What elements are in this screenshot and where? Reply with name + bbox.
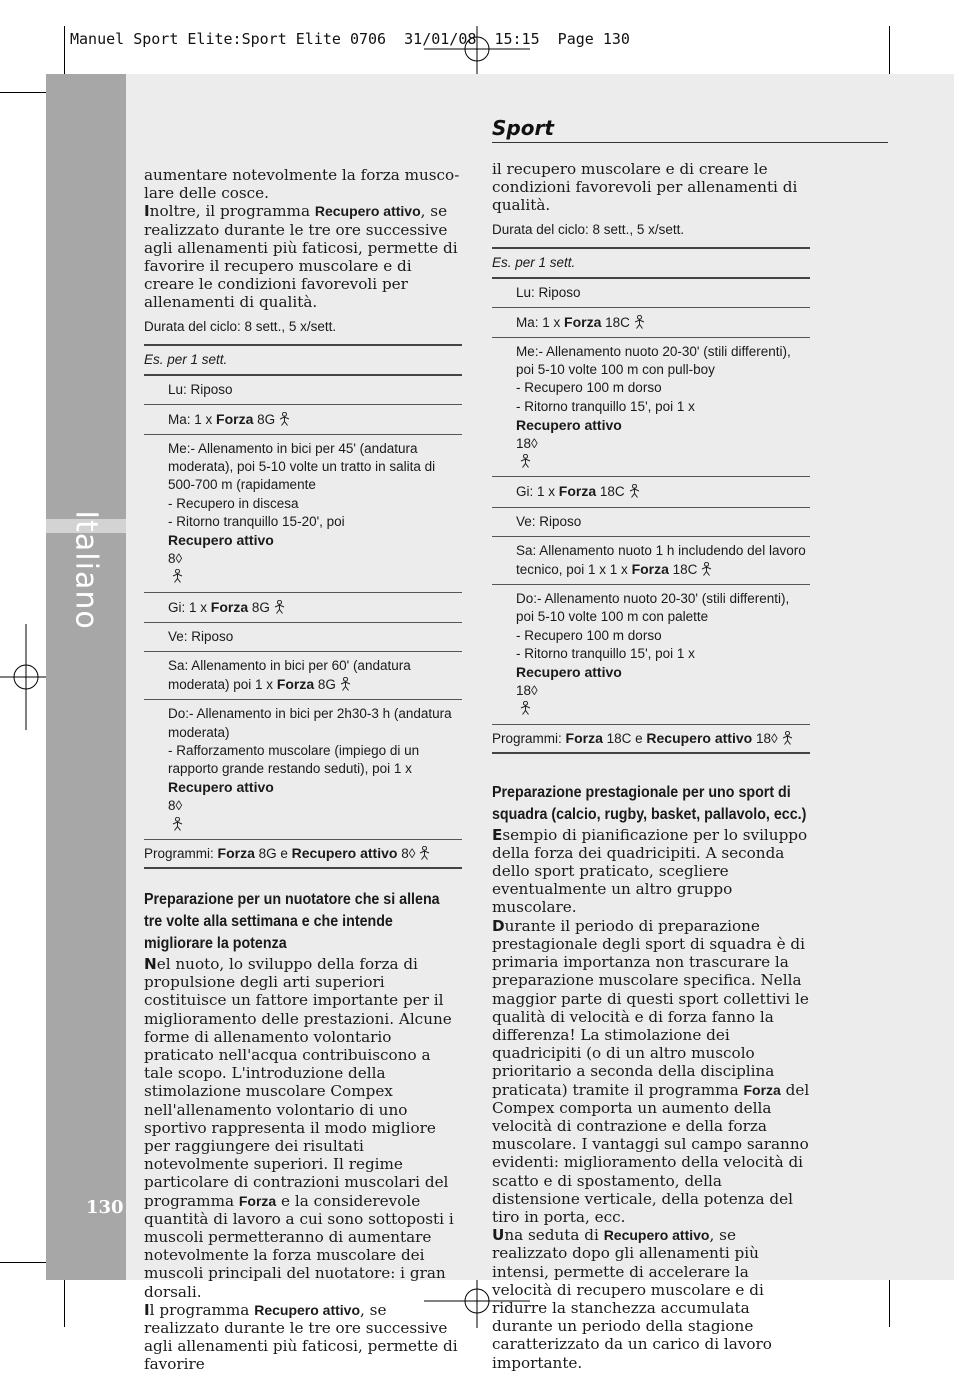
stimulation-figure-icon bbox=[273, 600, 286, 614]
programs-line: Programmi: Forza 18C e Recupero attivo 18◊ bbox=[492, 729, 810, 748]
stimulation-figure-icon bbox=[628, 484, 641, 498]
stimulation-figure-icon bbox=[519, 701, 532, 715]
programs-line: Programmi: Forza 8G e Recupero attivo 8◊ bbox=[144, 844, 462, 863]
right-column bbox=[492, 160, 810, 1372]
schedule-row-me: Me:- Allenamento in bici per 45' (andatura moderata), poi 5-10 volte un tratto in salita di 500-700 m (rapidamente - Recupero in discesa - Ritorno tranquillo 15-20', poi Recupero attivo 8◊ bbox=[144, 434, 462, 592]
intro-paragraph: aumentare notevolmente la forza musco- lare delle cosce. bbox=[144, 166, 460, 203]
team-sport-paragraph-3: Una seduta di Recupero attivo, se realizzato dopo gli allenamenti più intensi, permette di accelerare la velocità di recupero muscolare e di ridurre la stanchezza accumulata durante un periodo della stagione caratterizzato da un carico di lavoro importante. bbox=[492, 1226, 772, 1372]
schedule-row-gi: Gi: 1 x Forza 8G bbox=[144, 592, 462, 622]
crop-mark bbox=[889, 26, 890, 78]
intro-paragraph: il recupero muscolare e di creare le condizioni favorevoli per allenamenti di qualità. bbox=[492, 160, 798, 215]
registration-mark-top bbox=[424, 26, 530, 76]
schedule-row-ve: Ve: Riposo bbox=[144, 622, 462, 651]
schedule-row-lu: Lu: Riposo bbox=[516, 284, 581, 300]
week-example-label: Es. per 1 sett. bbox=[144, 351, 228, 367]
crop-mark bbox=[64, 26, 65, 78]
crop-mark bbox=[0, 92, 52, 93]
crop-mark bbox=[0, 1262, 52, 1263]
team-sport-paragraph-1: Esempio di pianificazione per lo sviluppo della forza dei quadricipiti. A seconda dello sport praticato, scegliere eventualmente un altro gruppo muscolare. bbox=[492, 825, 808, 917]
stimulation-figure-icon bbox=[781, 731, 794, 745]
weekly-schedule bbox=[144, 376, 462, 839]
schedule-row-sa: Sa: Allenamento in bici per 60' (andatura moderata) poi 1 x Forza 8G bbox=[144, 651, 462, 699]
divider bbox=[144, 344, 462, 346]
stimulation-figure-icon bbox=[633, 315, 646, 329]
divider bbox=[144, 867, 462, 869]
schedule-row-lu: Lu: Riposo bbox=[168, 381, 233, 397]
schedule-row-gi: Gi: 1 x Forza 18C bbox=[492, 476, 810, 506]
section-title: Sport bbox=[492, 116, 554, 140]
divider bbox=[492, 752, 810, 754]
cycle-duration: Durata del ciclo: 8 sett., 5 x/sett. bbox=[144, 318, 337, 334]
schedule-row-sa: Sa: Allenamento nuoto 1 h includendo del lavoro tecnico, poi 1 x 1 x Forza 18C bbox=[492, 536, 810, 584]
language-label: Italiano bbox=[68, 510, 104, 630]
divider bbox=[492, 724, 810, 725]
stimulation-figure-icon bbox=[171, 569, 184, 583]
stimulation-figure-icon bbox=[519, 454, 532, 468]
cycle-duration: Durata del ciclo: 8 sett., 5 x/sett. bbox=[492, 221, 685, 237]
swimmer-paragraph: Nel nuoto, lo sviluppo della forza di propulsione degli arti superiori costituisce un fattore importante per il miglioramento delle prestazioni. Alcune forme di allenamento volontario praticato nell'acqua contribuiscono a tale scopo. L'introduzione della stimolazione muscolare Compex nell'allenamento volontario di uno sportivo rappresenta il modo migliore per raggiungere dei risultati notevolmente superiori. Il regime particolare di contrazioni muscolari del programma Forza e la considerevole quantità di lavoro a cui sono sottoposti i muscoli permetteranno di aumentare notevolmente la forza muscolare dei muscoli principali del nuotatore: i gran dorsali. bbox=[144, 954, 454, 1301]
divider bbox=[144, 839, 462, 840]
stimulation-figure-icon bbox=[278, 412, 291, 426]
stimulation-figure-icon bbox=[171, 817, 184, 831]
schedule-row-ma: Ma: 1 x Forza 18C bbox=[492, 307, 810, 337]
weekly-schedule bbox=[492, 279, 810, 724]
print-slug: Manuel Sport Elite:Sport Elite 0706 31/01/08 15:15 Page 130 bbox=[70, 30, 630, 48]
swimmer-recovery-paragraph: Il programma Recupero attivo, se realizzato durante le tre ore successive agli allenamenti più faticosi, permette di favorire bbox=[144, 1300, 458, 1374]
left-column bbox=[144, 166, 462, 1374]
recovery-paragraph: Inoltre, il programma Recupero attivo, se realizzato durante le tre ore successive agli allenamenti più faticosi, permette di favorire il recupero muscolare e di creare le condizioni favorevoli per allenamenti di qualità. bbox=[144, 202, 458, 312]
section-title-rule bbox=[492, 142, 888, 143]
schedule-row-ma: Ma: 1 x Forza 8G bbox=[144, 404, 462, 434]
stimulation-figure-icon bbox=[339, 677, 352, 691]
crop-mark bbox=[64, 1275, 65, 1327]
registration-mark-left bbox=[0, 624, 52, 730]
stimulation-figure-icon bbox=[418, 846, 431, 860]
divider bbox=[492, 247, 810, 249]
section-heading-team-sport: Preparazione prestagionale per uno sport di squadra (calcio, rugby, basket, pallavolo, ecc.) bbox=[492, 783, 807, 823]
week-example-label: Es. per 1 sett. bbox=[492, 254, 576, 270]
team-sport-paragraph-2: Durante il periodo di preparazione prestagionale degli sport di squadra è di primaria importanza non trascurare la preparazione muscolare specifica. Nella maggior parte di questi sport collettivi le qualità di velocità e di forza fanno la differenza! La stimolazione dei quadricipiti (o di un altro muscolo prioritario a seconda della disciplina praticata) tramite il programma Forza del Compex comporta un aumento della velocità di contrazione e della forza muscolare. I vantaggi sul campo saranno evidenti: miglioramento della velocità di scatto e di spostamento, della distensione verticale, della potenza del tiro in porta, ecc. bbox=[492, 916, 810, 1226]
schedule-row-do: Do:- Allenamento nuoto 20-30' (stili differenti), poi 5-10 volte 100 m con palette - Recupero 100 m dorso - Ritorno tranquillo 15', poi 1 x Recupero attivo 18◊ bbox=[492, 584, 810, 723]
schedule-row-ve: Ve: Riposo bbox=[492, 507, 810, 536]
crop-mark bbox=[889, 1275, 890, 1327]
schedule-row-do: Do:- Allenamento in bici per 2h30-3 h (andatura moderata) - Rafforzamento muscolare (impiego di un rapporto grande restando seduti), poi 1 x Recupero attivo 8◊ bbox=[144, 699, 462, 838]
language-sidebar bbox=[46, 74, 126, 1280]
schedule-row-me: Me:- Allenamento nuoto 20-30' (stili differenti), poi 5-10 volte 100 m con pull-boy - Recupero 100 m dorso - Ritorno tranquillo 15', poi 1 x Recupero attivo 18◊ bbox=[492, 337, 810, 476]
page-number: 130 bbox=[86, 1197, 124, 1218]
section-heading-swimmer: Preparazione per un nuotatore che si allena tre volte alla settimana e che intende migliorare la potenza bbox=[144, 890, 440, 952]
stimulation-figure-icon bbox=[700, 562, 713, 576]
